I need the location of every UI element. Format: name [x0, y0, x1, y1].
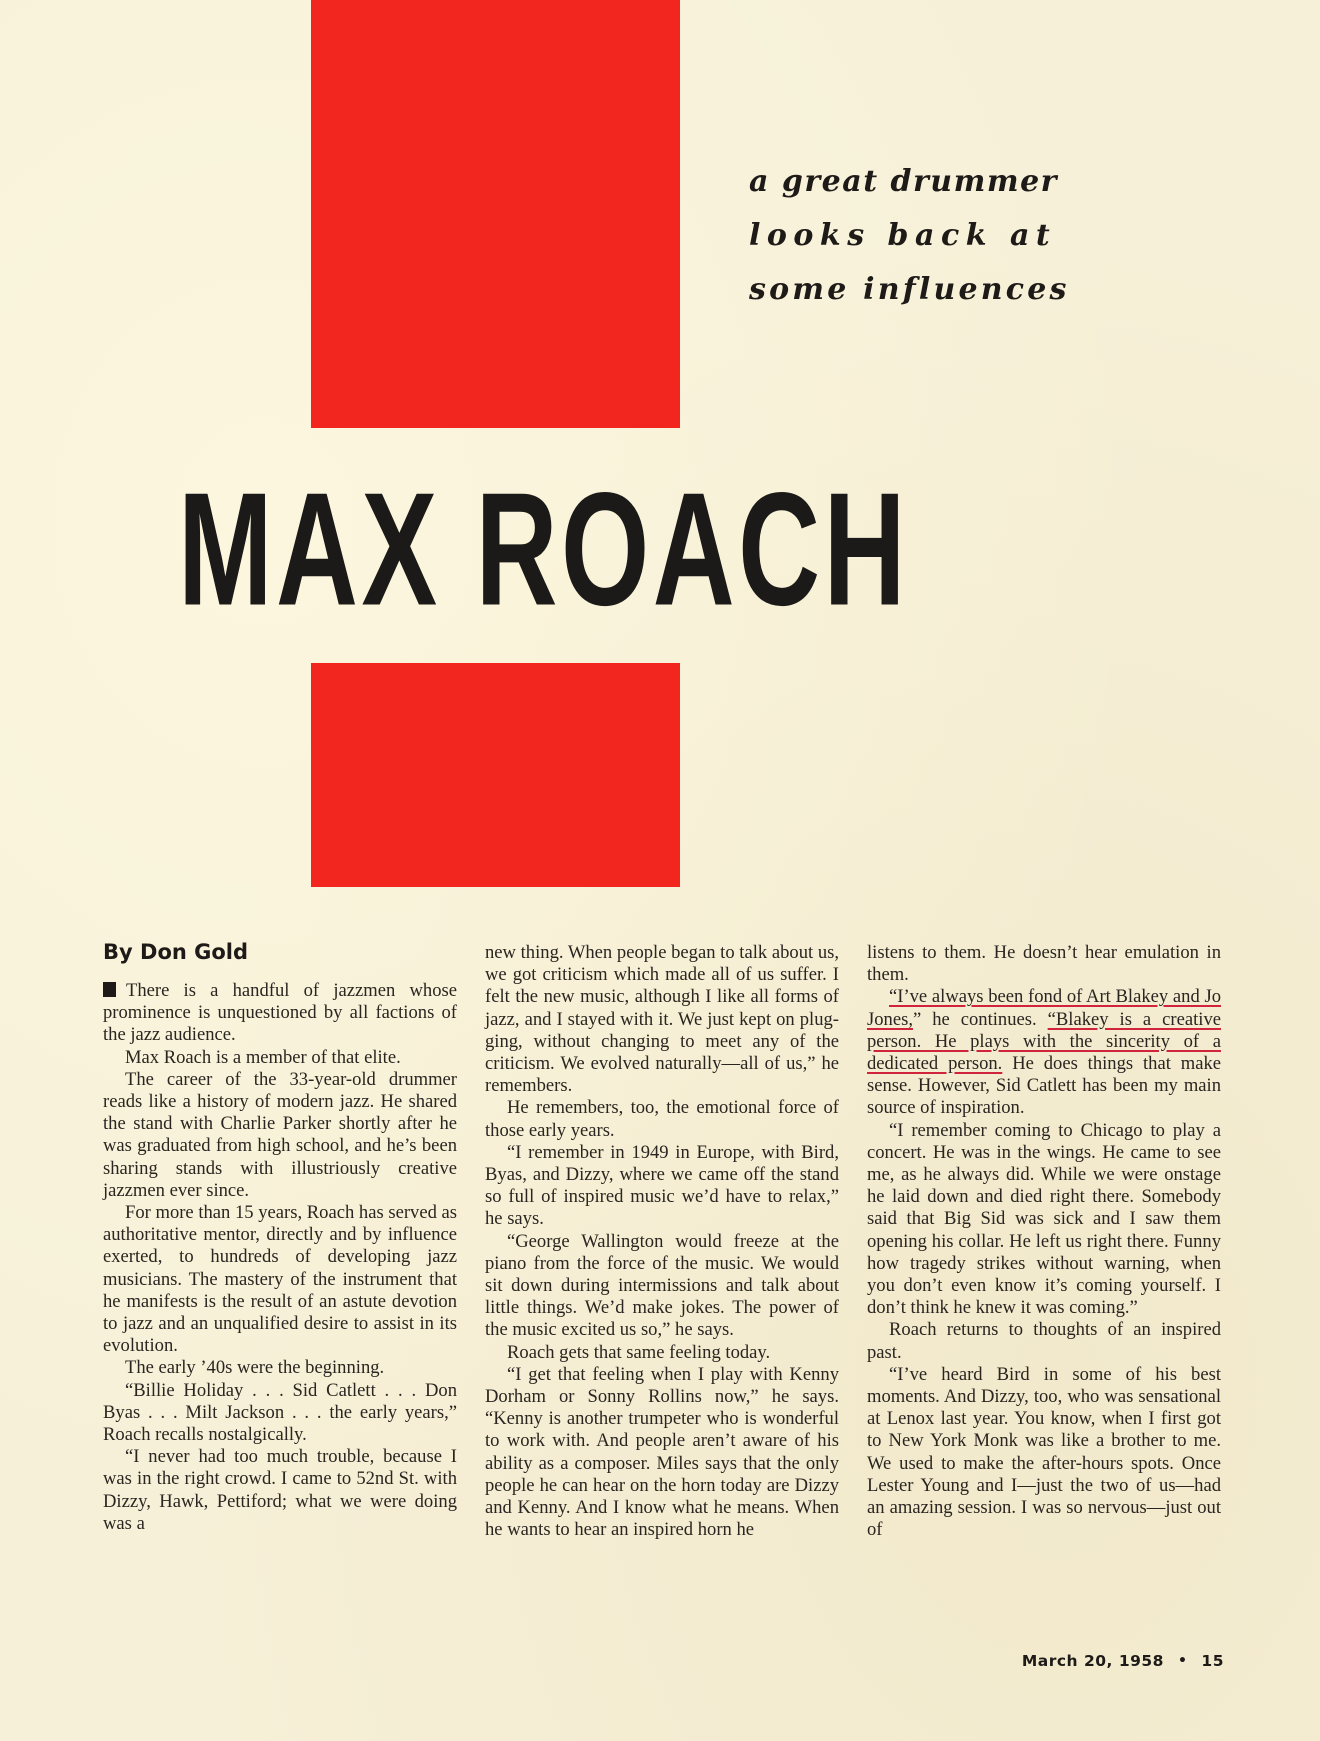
- paragraph: “I get that feeling when I play with Kenny Dorham or Sonny Rollins now,” he says. “Kenny is another trumpeter who is wonderful to work with. And people aren’t aware of his ability as a composer. Miles says that the only people he can hear on the horn today are Dizzy and Kenny. And I know what he means. When he wants to hear an inspired horn he: [485, 1363, 839, 1541]
- bullet-separator-icon: •: [1177, 1653, 1188, 1669]
- page-number: 15: [1201, 1652, 1224, 1670]
- paragraph-with-underline-annotation: [867, 986, 1221, 1119]
- paragraph-text: ” he continues.: [912, 1008, 1048, 1030]
- paragraph: Roach gets that same feeling today.: [507, 1341, 771, 1363]
- paragraph-start-square-icon: [103, 982, 116, 997]
- paragraph: Roach returns to thoughts of an inspired past.: [867, 1319, 1221, 1363]
- title-text: MAX ROACH: [178, 459, 909, 639]
- red-color-block-bottom: [311, 663, 680, 887]
- red-color-block-top: [311, 0, 680, 428]
- paragraph: The early ’40s were the beginning.: [125, 1357, 385, 1379]
- paragraph: The career of the 33-year-old drummer reads like a history of modern jazz. He shared the stand with Charlie Parker shortly after he was graduated from high school, and he’s been sharing stands with illustriously creative jazzmen ever since.: [103, 1068, 457, 1201]
- page-footer: [1022, 1652, 1224, 1670]
- deck-line-3: some influences: [749, 272, 1070, 307]
- underlined-quote-2: “Blakey is a creative person. He plays with the sincerity of a dedicated person.: [867, 1008, 1221, 1075]
- issue-date: March 20, 1958: [1021, 1652, 1164, 1670]
- paragraph-continued: new thing. When people began to talk about us, we got criticism which made all of us suffer. I felt the new music, although I like all forms of jazz, and I stayed with it. We just kept on plugging, without changing to meet any of the criticism. We evolved naturally—all of us,” he remembers.: [485, 942, 839, 1097]
- paragraph: For more than 15 years, Roach has served as authoritative mentor, directly and by influence exerted, to hundreds of developing jazz musicians. The mastery of the instrument that he manifests is the result of an astute devotion to jazz and an unqualified desire to assist in its evolution.: [103, 1202, 458, 1357]
- paragraph-text: He does things that make sense. However, Sid Catlett has been my main source of inspiration.: [867, 1053, 1221, 1119]
- paragraph-continued: listens to them. He doesn’t hear emulation in them.: [867, 942, 1221, 986]
- paragraph: He remembers, too, the emotional force of those early years.: [485, 1097, 839, 1141]
- paragraph: “I remember coming to Chicago to play a concert. He was in the wings. He came to see me, as he always did. While we were onstage he laid down and died right there. Somebody said that Big Sid was sick and I saw them opening his collar. He left us right there. Funny how tragedy strikes without warning, when you don’t even know it’s coming yourself. I don’t think he knew it was coming.”: [867, 1119, 1221, 1319]
- article-title: [178, 459, 948, 639]
- article-deck: [749, 155, 1069, 317]
- paragraph-text: There is a handful of jazzmen whose prominence is unquestioned by all factions of the jazz audience.: [103, 980, 457, 1046]
- text-column-2: [485, 942, 839, 1541]
- paragraph: “I’ve heard Bird in some of his best moments. And Dizzy, too, who was sensational at Lenox last year. You know, when I first got to New York Monk was like a brother to me. We used to make the after-hours spots. Once Lester Young and I—just the two of us—had an amazing session. I was so nervous—just out of: [867, 1363, 1221, 1541]
- text-column-1: [103, 980, 457, 1535]
- paragraph: “I remember in 1949 in Europe, with Bird, Byas, and Dizzy, where we came off the stand so full of inspired music we’d have to relax,” he says.: [485, 1141, 839, 1230]
- paragraph: “I never had too much trouble, because I was in the right crowd. I came to 52nd St. with Dizzy, Hawk, Pettiford; what we were doing was a: [103, 1446, 457, 1534]
- paragraph: [103, 980, 457, 1047]
- paragraph: “Billie Holiday . . . Sid Catlett . . . Don Byas . . . Milt Jackson . . . the early years,” Roach recalls nostalgically.: [103, 1379, 457, 1446]
- paragraph: Max Roach is a member of that elite.: [125, 1046, 401, 1068]
- underlined-quote-1: “I’ve always been fond of Art Blakey and Jo Jones,: [867, 986, 1221, 1030]
- deck-line-2: looks back at: [749, 218, 1057, 253]
- byline: By Don Gold: [103, 940, 249, 964]
- deck-line-1: a great drummer: [749, 164, 1058, 199]
- paragraph: “George Wallington would freeze at the piano from the force of the music. We would sit down during intermissions and talk about little things. We’d make jokes. The power of the music excited us so,” he says.: [485, 1230, 839, 1341]
- text-column-3: [867, 942, 1221, 1541]
